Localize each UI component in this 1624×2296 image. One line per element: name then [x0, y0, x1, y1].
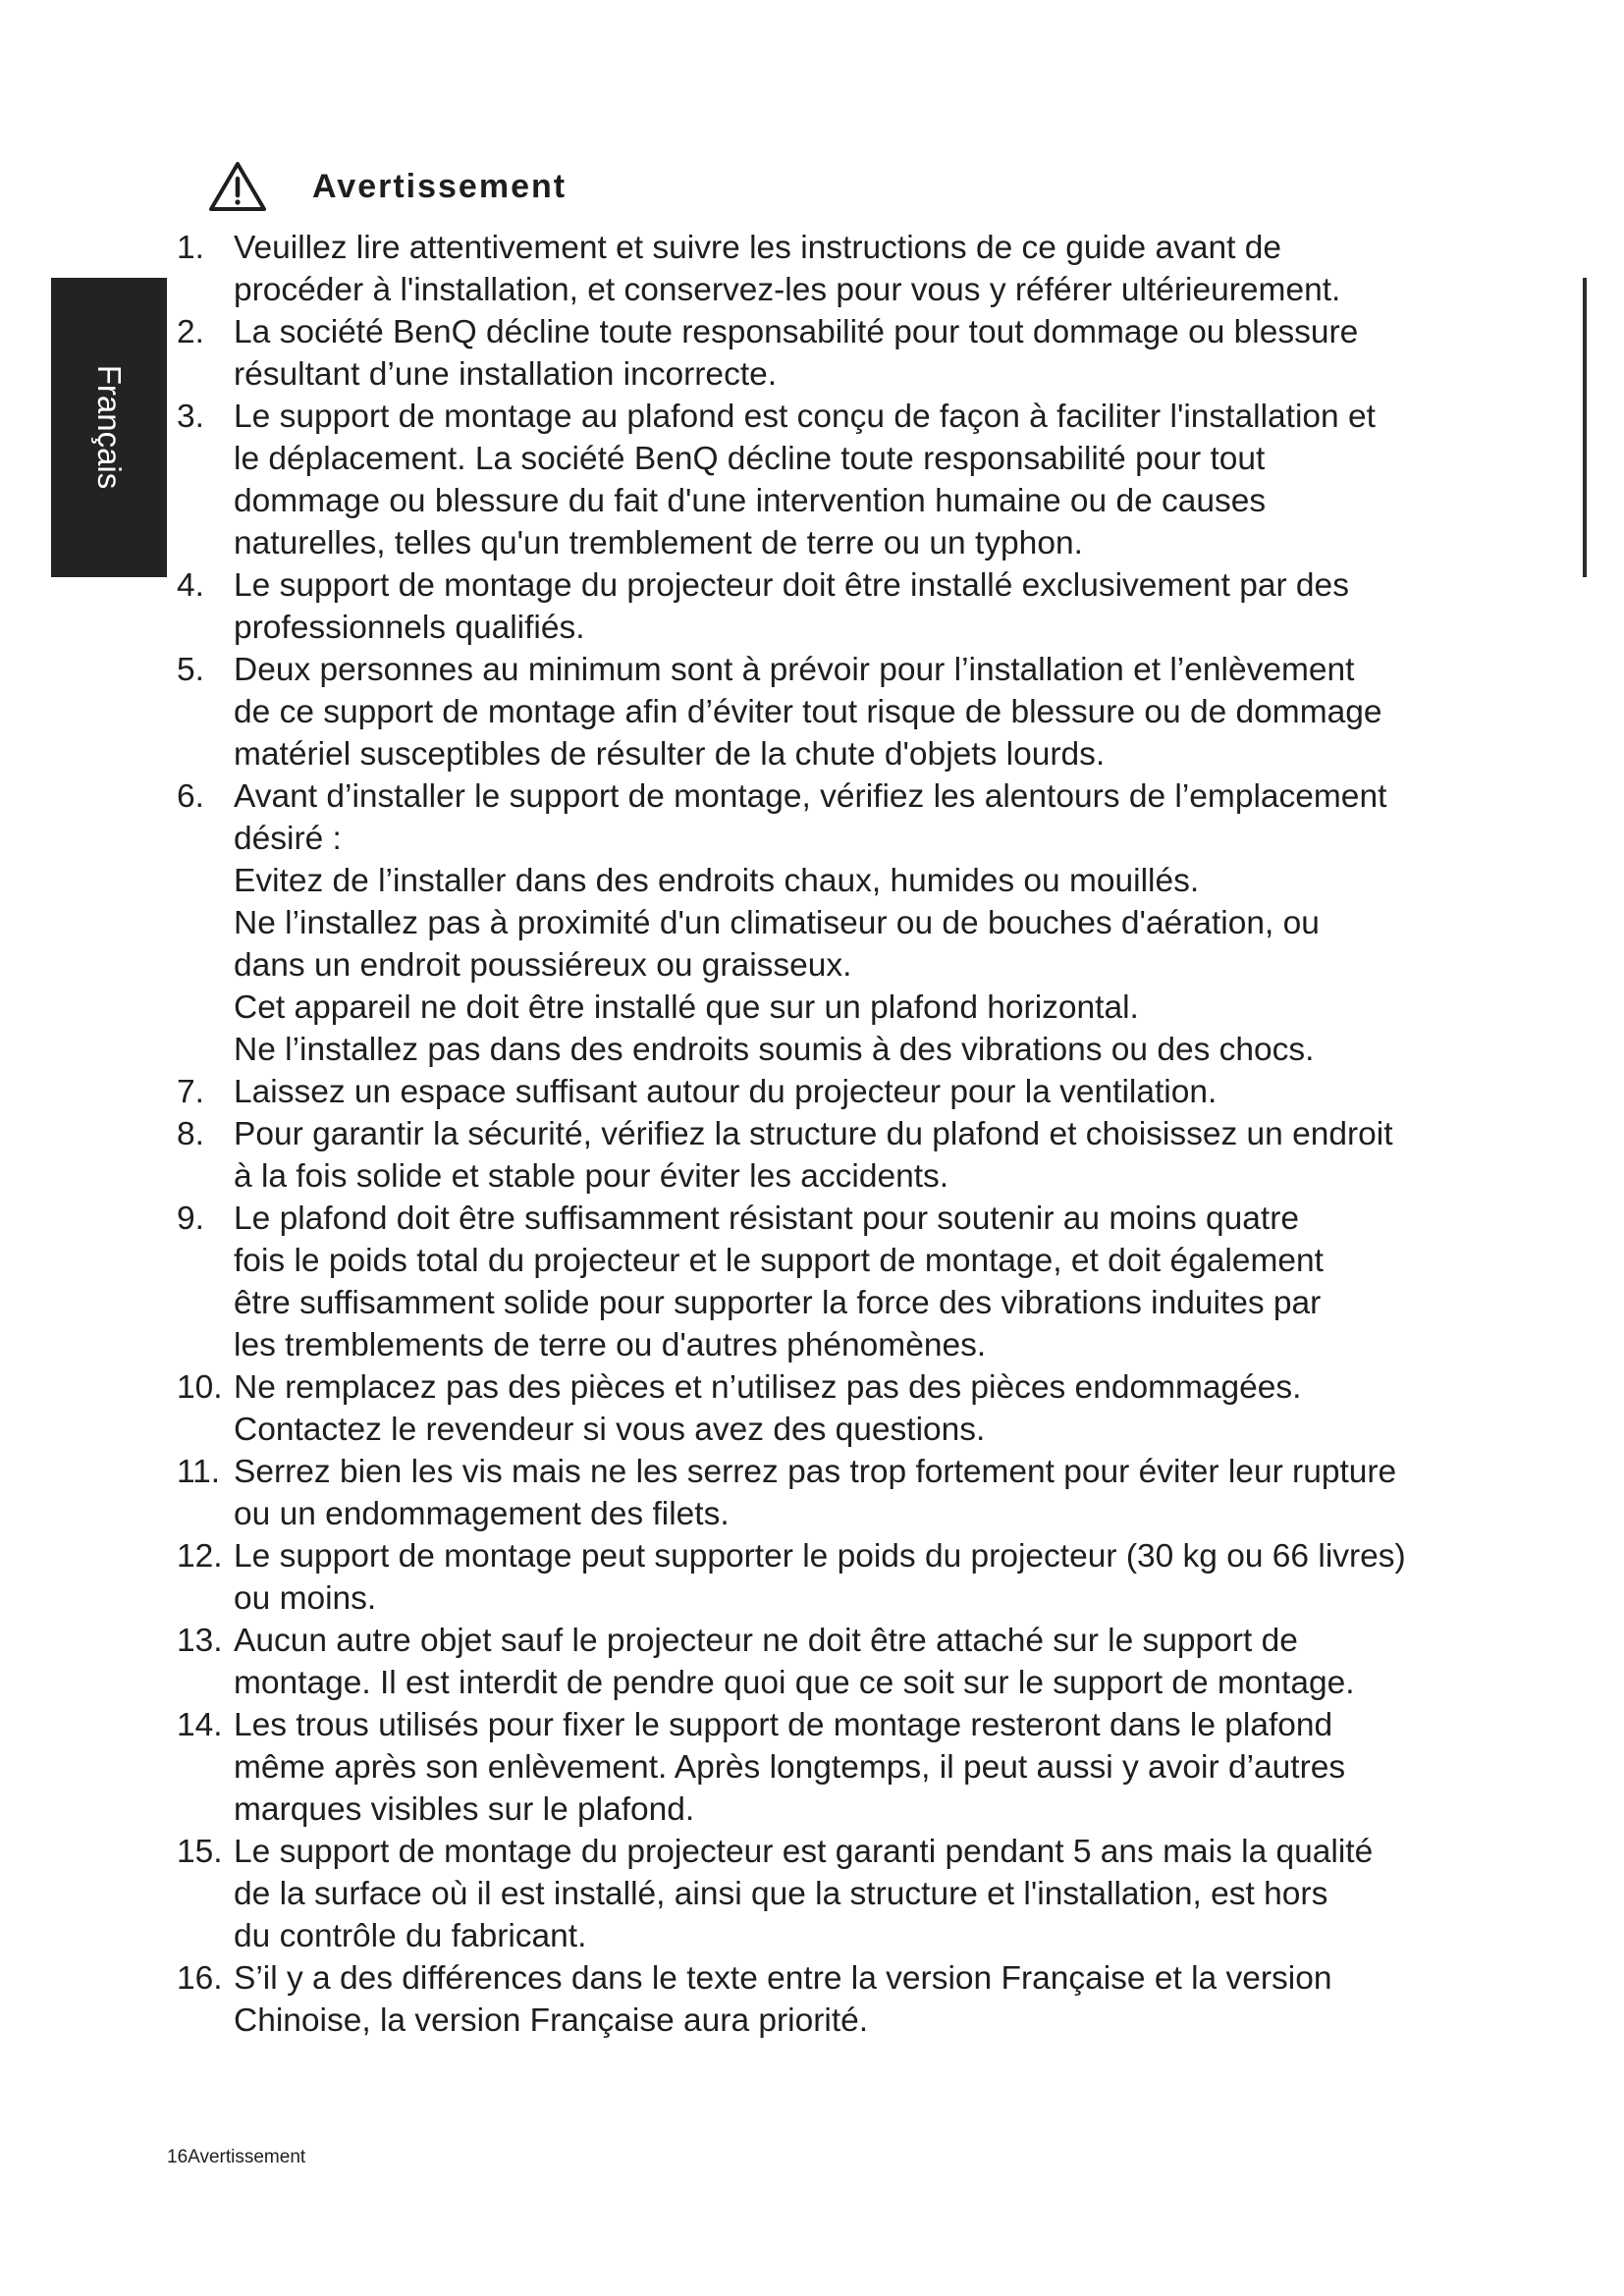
warning-item — [177, 649, 1551, 775]
warning-item — [177, 1198, 1551, 1366]
item-text-line: Laissez un espace suffisant autour du projecteur pour la ventilation. — [234, 1074, 1218, 1110]
item-text — [234, 1957, 1551, 2042]
warning-item — [177, 1113, 1551, 1198]
item-number: 16. — [177, 1960, 223, 1997]
warning-item — [177, 1451, 1551, 1535]
item-text — [234, 775, 1551, 1071]
item-number: 5. — [177, 652, 204, 688]
item-text — [234, 1451, 1551, 1535]
warning-item — [177, 1366, 1551, 1451]
warning-item — [177, 1957, 1551, 2042]
item-text-line: La société BenQ décline toute responsabilité pour tout dommage ou blessure — [234, 314, 1359, 350]
warning-item — [177, 311, 1551, 396]
item-number: 4. — [177, 567, 204, 604]
item-text-line: Veuillez lire attentivement et suivre les instructions de ce guide avant de — [234, 230, 1282, 266]
item-text — [234, 1198, 1551, 1366]
item-text-line: Le plafond doit être suffisamment résistant pour soutenir au moins quatre — [234, 1201, 1300, 1237]
item-text — [234, 1535, 1551, 1620]
item-text-line: S’il y a des différences dans le texte entre la version Française et la version — [234, 1960, 1332, 1997]
item-text-line: du contrôle du fabricant. — [234, 1918, 587, 1954]
item-text-line: les tremblements de terre ou d'autres phénomènes. — [234, 1327, 987, 1363]
item-text-line: Le support de montage au plafond est conçu de façon à faciliter l'installation et — [234, 399, 1376, 435]
item-text-line: à la fois solide et stable pour éviter les accidents. — [234, 1158, 949, 1195]
warning-item — [177, 564, 1551, 649]
warning-triangle-icon — [208, 161, 267, 212]
item-text-line: ou moins. — [234, 1580, 377, 1617]
item-number: 9. — [177, 1201, 204, 1237]
item-text-line: Le support de montage du projecteur doit être installé exclusivement par des — [234, 567, 1349, 604]
item-text — [234, 396, 1551, 564]
section-header — [208, 152, 567, 221]
item-text-line: Les trous utilisés pour fixer le support de montage resteront dans le plafond — [234, 1707, 1333, 1743]
item-number: 8. — [177, 1116, 204, 1152]
item-text-line: naturelles, telles qu'un tremblement de terre ou un typhon. — [234, 525, 1083, 561]
item-text-line: résultant d’une installation incorrecte. — [234, 356, 778, 393]
warning-item — [177, 1704, 1551, 1831]
item-number: 3. — [177, 399, 204, 435]
item-text-line: le déplacement. La société BenQ décline toute responsabilité pour tout — [234, 441, 1266, 477]
warning-item — [177, 1831, 1551, 1957]
warning-item — [177, 227, 1551, 311]
item-text-line: désiré : — [234, 821, 342, 857]
language-tab — [51, 278, 167, 577]
item-number: 2. — [177, 314, 204, 350]
item-text-line: Avant d’installer le support de montage, vérifiez les alentours de l’emplacement — [234, 778, 1387, 815]
item-text — [234, 1620, 1551, 1704]
item-number: 13. — [177, 1623, 223, 1659]
item-text — [234, 564, 1551, 649]
item-text — [234, 1831, 1551, 1957]
item-text-line: être suffisamment solide pour supporter la force des vibrations induites par — [234, 1285, 1322, 1321]
warning-item — [177, 1535, 1551, 1620]
item-number: 10. — [177, 1369, 223, 1406]
item-text-line: Serrez bien les vis mais ne les serrez pas trop fortement pour éviter leur rupture — [234, 1454, 1397, 1490]
item-number: 7. — [177, 1074, 204, 1110]
warning-item — [177, 396, 1551, 564]
item-text-line: de ce support de montage afin d’éviter tout risque de blessure ou de dommage — [234, 694, 1382, 730]
item-text-line: de la surface où il est installé, ainsi que la structure et l'installation, est hors — [234, 1876, 1328, 1912]
item-number: 1. — [177, 230, 204, 266]
item-text-line: montage. Il est interdit de pendre quoi que ce soit sur le support de montage. — [234, 1665, 1355, 1701]
item-text-line: dans un endroit poussiéreux ou graisseux. — [234, 947, 852, 984]
item-text-line: matériel susceptibles de résulter de la chute d'objets lourds. — [234, 736, 1106, 773]
item-text-line: Pour garantir la sécurité, vérifiez la structure du plafond et choisissez un endroit — [234, 1116, 1393, 1152]
item-text — [234, 1113, 1551, 1198]
item-number: 15. — [177, 1834, 223, 1870]
item-text-line: Contactez le revendeur si vous avez des questions. — [234, 1412, 986, 1448]
item-text-line: Deux personnes au minimum sont à prévoir pour l’installation et l’enlèvement — [234, 652, 1355, 688]
margin-rule — [1583, 278, 1587, 577]
item-text-line: ou un endommagement des filets. — [234, 1496, 730, 1532]
language-tab-label: Français — [91, 364, 128, 490]
item-text — [234, 1704, 1551, 1831]
page-footer: 16Avertissement — [167, 2147, 306, 2167]
warning-list — [177, 227, 1551, 2042]
item-text-line: Ne l’installez pas à proximité d'un climatiseur ou de bouches d'aération, ou — [234, 905, 1320, 941]
item-number: 11. — [177, 1454, 221, 1490]
item-text — [234, 1366, 1551, 1451]
warning-item — [177, 1620, 1551, 1704]
item-text-line: Ne remplacez pas des pièces et n’utilisez pas des pièces endommagées. — [234, 1369, 1302, 1406]
item-text-line: marques visibles sur le plafond. — [234, 1791, 695, 1828]
warning-item — [177, 1071, 1551, 1113]
item-text — [234, 311, 1551, 396]
item-text-line: Ne l’installez pas dans des endroits soumis à des vibrations ou des chocs. — [234, 1032, 1315, 1068]
item-number: 12. — [177, 1538, 223, 1575]
item-text-line: Aucun autre objet sauf le projecteur ne doit être attaché sur le support de — [234, 1623, 1298, 1659]
item-text-line: procéder à l'installation, et conservez-les pour vous y référer ultérieurement. — [234, 272, 1341, 308]
item-text-line: Chinoise, la version Française aura priorité. — [234, 2002, 869, 2039]
item-text — [234, 649, 1551, 775]
item-text-line: Evitez de l’installer dans des endroits chaux, humides ou mouillés. — [234, 863, 1200, 899]
item-text-line: Le support de montage peut supporter le poids du projecteur (30 kg ou 66 livres) — [234, 1538, 1406, 1575]
item-text — [234, 227, 1551, 311]
item-text-line: même après son enlèvement. Après longtemps, il peut aussi y avoir d’autres — [234, 1749, 1346, 1786]
item-text — [234, 1071, 1551, 1113]
item-text-line: Le support de montage du projecteur est garanti pendant 5 ans mais la qualité — [234, 1834, 1374, 1870]
item-text-line: Cet appareil ne doit être installé que sur un plafond horizontal. — [234, 989, 1139, 1026]
item-text-line: professionnels qualifiés. — [234, 610, 585, 646]
item-number: 6. — [177, 778, 204, 815]
item-number: 14. — [177, 1707, 223, 1743]
item-text-line: dommage ou blessure du fait d'une intervention humaine ou de causes — [234, 483, 1267, 519]
page-title: Avertissement — [312, 167, 568, 205]
warning-item — [177, 775, 1551, 1071]
item-text-line: fois le poids total du projecteur et le support de montage, et doit également — [234, 1243, 1324, 1279]
